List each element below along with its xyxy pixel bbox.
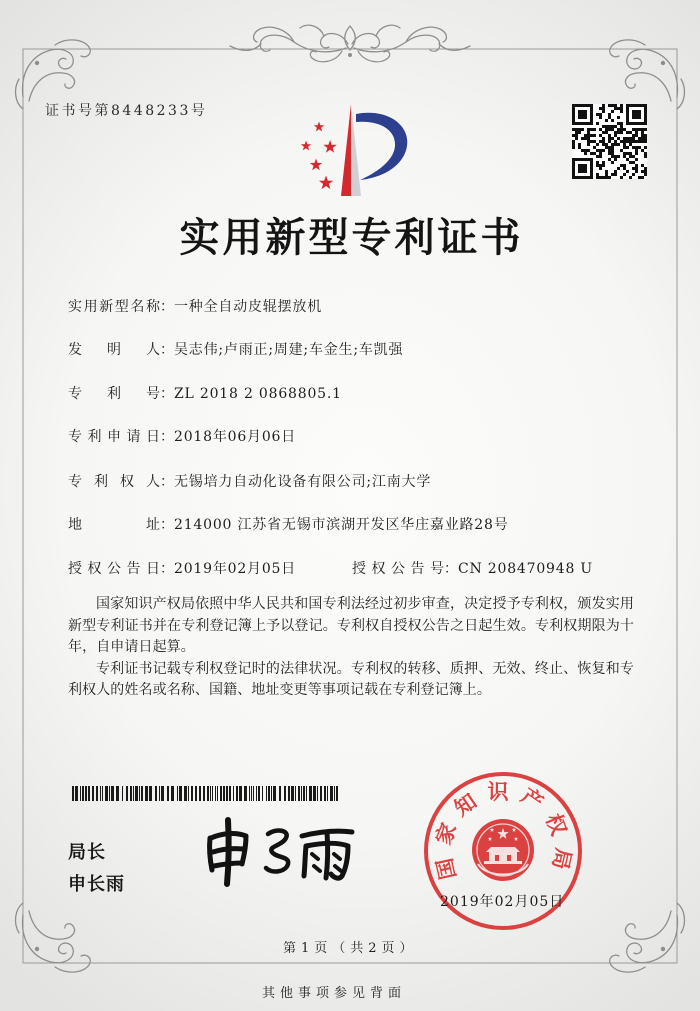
field-value: ZL 2018 2 0868805.1 [174,386,342,402]
back-note: 其他事项参见背面 [262,986,407,1001]
logo-star-icon [314,122,324,132]
certificate-title: 实用新型专利证书 [179,214,524,261]
field-inventors [68,340,403,360]
national-emblem-icon [472,819,534,881]
field-filing-date [68,427,296,447]
logo-star-icon [310,159,322,171]
field-colon: ： [160,517,174,533]
seal-text: 国家知识产权局 [429,778,577,882]
field-colon: ： [160,561,174,577]
director-name: 申长雨 [68,874,125,895]
field-value: CN 208470948 U [458,561,594,577]
cnipa-logo [290,100,415,200]
barcode [72,786,340,801]
field-patent-number [68,384,342,404]
field-value: 214000 江苏省无锡市滨湖开发区华庄嘉业路28号 [174,517,509,533]
director-title: 局长 [68,842,106,863]
qr-code [572,104,647,179]
field-colon: ： [160,342,174,358]
official-seal [420,768,590,938]
field-colon: ： [160,474,174,490]
field-label: 地址 [68,517,160,533]
field-label: 专利号 [68,386,160,402]
certificate-number: 证书号第8448233号 [45,103,208,119]
logo-star-icon [319,176,333,190]
page-number: 第1页（共2页） [283,941,418,956]
field-grant-date [68,559,296,579]
field-value: 一种全自动皮辊摆放机 [174,299,322,315]
field-label: 实用新型名称 [68,299,160,315]
field-colon: ： [160,429,174,445]
field-label: 专利申请日 [68,429,160,445]
field-address [68,515,509,535]
field-grant-number [352,559,593,579]
field-value: 2019年02月05日 [174,561,297,577]
signature [200,815,360,890]
statement-paragraph-1: 国家知识产权局依照中华人民共和国专利法经过初步审查，决定授予专利权，颁发实用新型专利证书并在专利登记簿上予以登记。专利权自授权公告之日起生效。专利权期限为十年，自申请日起算。 [68,596,634,655]
field-colon: ： [160,299,174,315]
field-value: 无锡培力自动化设备有限公司;江南大学 [174,474,432,490]
field-patentee [68,472,431,492]
field-label: 专利权人 [68,474,160,490]
field-colon: ： [444,561,458,577]
seal-date: 2019年02月05日 [440,894,565,910]
field-value: 2018年06月06日 [174,429,297,445]
logo-star-icon [301,141,311,151]
statement-paragraph-2: 专利证书记载专利权登记时的法律状况。专利权的转移、质押、无效、终止、恢复和专利权人的姓名或名称、国籍、地址变更等事项记载在专利登记簿上。 [68,660,634,698]
field-label: 授权公告号 [352,561,444,577]
field-label: 发明人 [68,342,160,358]
field-label: 授权公告日 [68,561,160,577]
field-colon: ： [160,386,174,402]
field-value: 吴志伟;卢雨正;周建;车金生;车凯强 [174,342,404,358]
logo-star-icon [323,140,336,153]
field-utility-model-name [68,297,322,317]
